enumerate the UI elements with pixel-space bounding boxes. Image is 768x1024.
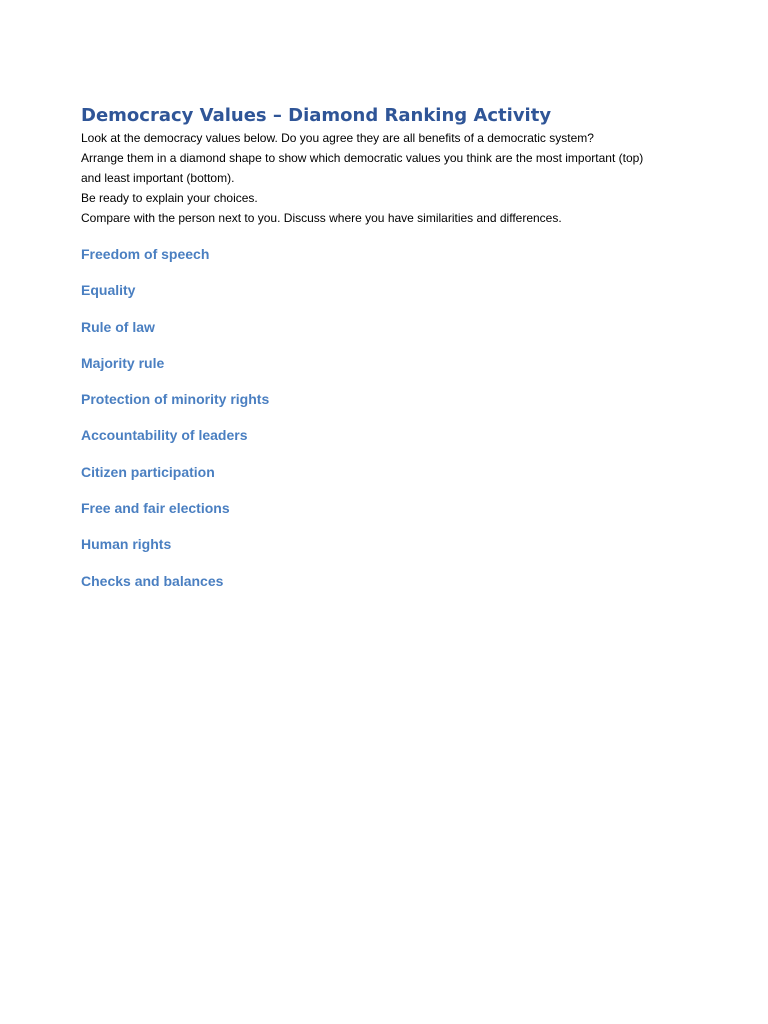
- instruction-line: Look at the democracy values below. Do you agree they are all benefits of a democratic system?: [81, 131, 594, 145]
- value-accountability-of-leaders: Accountability of leaders: [81, 427, 248, 444]
- value-checks-and-balances: Checks and balances: [81, 572, 224, 589]
- instruction-line: Arrange them in a diamond shape to show which democratic values you think are the most important (top): [81, 151, 644, 165]
- document-content: [81, 104, 691, 599]
- page-title: Democracy Values – Diamond Ranking Activity: [81, 105, 552, 126]
- value-rule-of-law: Rule of law: [81, 318, 155, 335]
- instruction-line: Compare with the person next to you. Discuss where you have similarities and differences.: [81, 211, 562, 225]
- value-citizen-participation: Citizen participation: [81, 463, 215, 480]
- value-majority-rule: Majority rule: [81, 354, 165, 371]
- instructions-block: [81, 128, 691, 228]
- value-freedom-of-speech: Freedom of speech: [81, 246, 210, 262]
- value-human-rights: Human rights: [81, 536, 172, 553]
- value-free-and-fair-elections: Free and fair elections: [81, 500, 230, 517]
- instruction-line: and least important (bottom).: [81, 171, 235, 185]
- value-protection-of-minority-rights: Protection of minority rights: [81, 391, 270, 408]
- value-equality: Equality: [81, 282, 136, 299]
- democracy-values-list: [81, 236, 691, 599]
- instruction-line: Be ready to explain your choices.: [81, 191, 258, 205]
